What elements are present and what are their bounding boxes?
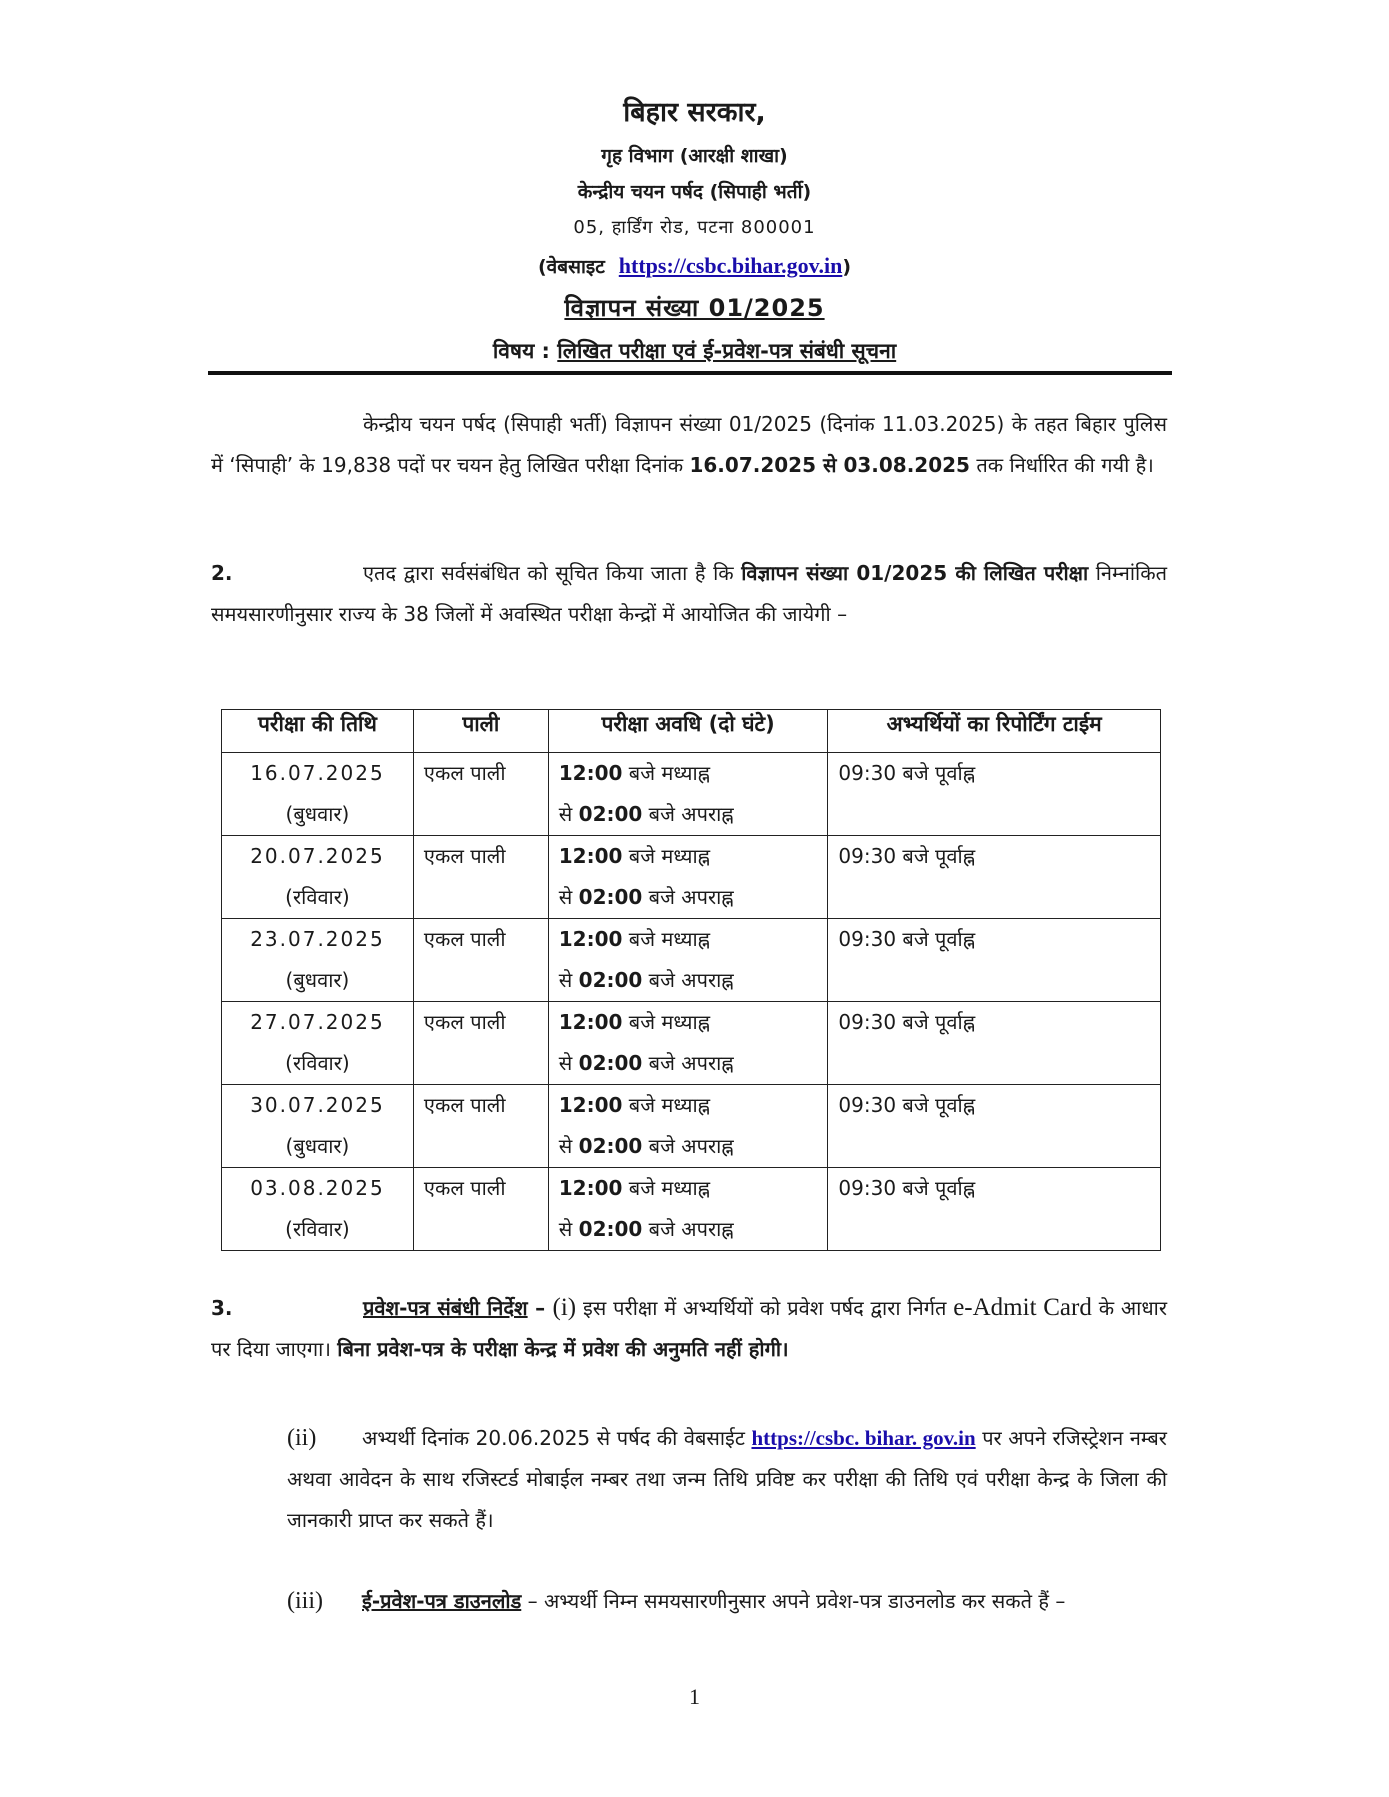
- shift-text: एकल पाली: [423, 1176, 506, 1200]
- para3-roman: (i): [552, 1294, 577, 1321]
- cell-duration: [548, 1168, 828, 1251]
- para1-text-a: केन्द्रीय चयन पर्षद (सिपाही भर्ती) विज्ञापन संख्या 01/2025 (दिनांक 11.03.2025) के तहत बिहार पुलिस में ‘सिपाही’ के 19,838 पदों पर चयन हेतु लिखित परीक्षा दिनांक: [211, 412, 1167, 477]
- end-prefix: से: [558, 968, 579, 992]
- cell-shift: [413, 836, 548, 919]
- start-suffix: बजे मध्याह्न: [622, 761, 711, 785]
- start-time: 12:00: [558, 1176, 623, 1200]
- cell-date: [222, 1002, 414, 1085]
- reporting-time: 09:30 बजे पूर्वाह्न: [838, 1093, 976, 1117]
- sub2-roman: (ii): [287, 1425, 317, 1451]
- exam-date: 23.07.2025: [250, 927, 385, 951]
- para2-bold: विज्ञापन संख्या 01/2025 की लिखित परीक्षा: [741, 561, 1089, 585]
- exam-date: 03.08.2025: [250, 1176, 385, 1200]
- start-suffix: बजे मध्याह्न: [622, 844, 711, 868]
- end-suffix: बजे अपराह्न: [642, 802, 734, 826]
- subject-label: विषय :: [492, 339, 550, 363]
- cell-reporting: [828, 1002, 1161, 1085]
- website-link[interactable]: https://csbc.bihar.gov.in: [618, 253, 843, 278]
- table-row: [222, 836, 1161, 919]
- exam-date: 20.07.2025: [250, 844, 385, 868]
- start-suffix: बजे मध्याह्न: [622, 1010, 711, 1034]
- exam-day: (रविवार): [285, 885, 350, 909]
- paragraph-1: [211, 404, 1167, 486]
- para2-text-a: एतद द्वारा सर्वसंबंधित को सूचित किया जाता है कि: [363, 561, 742, 585]
- para3-eadmit: e-Admit Card: [953, 1294, 1092, 1321]
- exam-day: (बुधवार): [285, 1134, 350, 1158]
- para2-text-b: निम्नांकित समयसारणीनुसार राज्य के 38 जिलों में अवस्थित परीक्षा केन्द्रों में आयोजित की जायेगी –: [211, 561, 1167, 626]
- shift-text: एकल पाली: [423, 927, 506, 951]
- end-time: 02:00: [578, 802, 643, 826]
- cell-duration: [548, 1002, 828, 1085]
- letterhead: [0, 88, 1389, 372]
- reporting-time: 09:30 बजे पूर्वाह्न: [838, 927, 976, 951]
- para2-number: 2.: [211, 561, 233, 585]
- exam-day: (रविवार): [285, 1217, 350, 1241]
- exam-date: 27.07.2025: [250, 1010, 385, 1034]
- end-time: 02:00: [578, 1051, 643, 1075]
- end-suffix: बजे अपराह्न: [642, 1051, 734, 1075]
- cell-reporting: [828, 1168, 1161, 1251]
- exam-day: (बुधवार): [285, 802, 350, 826]
- cell-date: [222, 1168, 414, 1251]
- subject-text: लिखित परीक्षा एवं ई-प्रवेश-पत्र संबंधी सूचना: [557, 339, 897, 363]
- cell-shift: [413, 1168, 548, 1251]
- para3-text-b: के आधार पर दिया जाएगा।: [211, 1296, 1168, 1361]
- cell-date: [222, 836, 414, 919]
- para3-text-a: इस परीक्षा में अभ्यर्थियों को प्रवेश पर्षद द्वारा निर्गत: [576, 1296, 954, 1320]
- website-suffix: ): [842, 256, 851, 278]
- cell-shift: [413, 1085, 548, 1168]
- sub3-roman: (iii): [287, 1588, 323, 1614]
- cell-duration: [548, 919, 828, 1002]
- start-time: 12:00: [558, 844, 623, 868]
- table-row: [222, 1168, 1161, 1251]
- sub2-text-a: अभ्यर्थी दिनांक 20.06.2025 से पर्षद की वेबसाईट: [362, 1426, 752, 1450]
- start-suffix: बजे मध्याह्न: [622, 1176, 711, 1200]
- end-suffix: बजे अपराह्न: [642, 1217, 734, 1241]
- cell-date: [222, 1085, 414, 1168]
- department-name: गृह विभाग (आरक्षी शाखा): [601, 145, 788, 167]
- reporting-time: 09:30 बजे पूर्वाह्न: [838, 761, 976, 785]
- col-header-shift: पाली: [413, 710, 548, 753]
- website-prefix: (वेबसाइट: [538, 256, 605, 278]
- shift-text: एकल पाली: [423, 1093, 506, 1117]
- end-suffix: बजे अपराह्न: [642, 1134, 734, 1158]
- cell-shift: [413, 919, 548, 1002]
- start-suffix: बजे मध्याह्न: [622, 927, 711, 951]
- end-time: 02:00: [578, 968, 643, 992]
- end-prefix: से: [558, 885, 579, 909]
- exam-date: 16.07.2025: [250, 761, 385, 785]
- reporting-time: 09:30 बजे पूर्वाह्न: [838, 844, 976, 868]
- end-time: 02:00: [578, 885, 643, 909]
- govt-name: बिहार सरकार,: [623, 97, 766, 128]
- page-number: 1: [689, 1684, 700, 1709]
- paragraph-3: [211, 1287, 1167, 1370]
- para3-dash: –: [527, 1296, 553, 1320]
- board-name: केन्द्रीय चयन पर्षद (सिपाही भर्ती): [577, 181, 812, 203]
- col-header-date: परीक्षा की तिथि: [222, 710, 414, 753]
- paragraph-2: [211, 553, 1167, 635]
- table-row: [222, 1002, 1161, 1085]
- advertisement-number-text: विज्ञापन संख्या 01/2025: [564, 294, 825, 322]
- office-address: 05, हार्डिंग रोड, पटना 800001: [573, 217, 816, 238]
- para1-text-b: तक निर्धारित की गयी है।: [969, 453, 1154, 477]
- end-time: 02:00: [578, 1134, 643, 1158]
- start-time: 12:00: [558, 927, 623, 951]
- end-prefix: से: [558, 1051, 579, 1075]
- cell-date: [222, 753, 414, 836]
- exam-day: (बुधवार): [285, 968, 350, 992]
- cell-duration: [548, 753, 828, 836]
- sub2-website-link[interactable]: https://csbc. bihar. gov.in: [751, 1426, 976, 1450]
- reporting-time: 09:30 बजे पूर्वाह्न: [838, 1176, 976, 1200]
- cell-reporting: [828, 753, 1161, 836]
- cell-reporting: [828, 1085, 1161, 1168]
- subject-line: [0, 330, 1389, 372]
- para3-bold: बिना प्रवेश-पत्र के परीक्षा केन्द्र में प्रवेश की अनुमति नहीं होगी।: [337, 1337, 789, 1361]
- website-line: [0, 246, 1389, 286]
- para1-exam-dates: 16.07.2025 से 03.08.2025: [689, 453, 970, 477]
- sub2-text-b: पर अपने रजिस्ट्रेशन नम्बर अथवा आवेदन के साथ रजिस्टर्ड मोबाईल नम्बर तथा जन्म तिथि प्रविष्ट कर परीक्षा की तिथि एवं परीक्षा केन्द्र के जिला की जानकारी प्राप्त कर सकते हैं।: [287, 1426, 1167, 1532]
- para3-number: 3.: [211, 1296, 233, 1320]
- header-divider: [208, 371, 1172, 375]
- table-header-row: [222, 710, 1161, 753]
- cell-shift: [413, 753, 548, 836]
- start-time: 12:00: [558, 761, 623, 785]
- sub3-heading: ई-प्रवेश-पत्र डाउनलोड: [362, 1589, 522, 1613]
- end-prefix: से: [558, 802, 579, 826]
- shift-text: एकल पाली: [423, 844, 506, 868]
- cell-shift: [413, 1002, 548, 1085]
- sub-point-2: [287, 1418, 1167, 1541]
- col-header-reporting: अभ्यर्थियों का रिपोर्टिंग टाईम: [828, 710, 1161, 753]
- end-suffix: बजे अपराह्न: [642, 885, 734, 909]
- reporting-time: 09:30 बजे पूर्वाह्न: [838, 1010, 976, 1034]
- end-prefix: से: [558, 1217, 579, 1241]
- start-time: 12:00: [558, 1010, 623, 1034]
- cell-duration: [548, 836, 828, 919]
- cell-duration: [548, 1085, 828, 1168]
- shift-text: एकल पाली: [423, 1010, 506, 1034]
- cell-date: [222, 919, 414, 1002]
- table-row: [222, 919, 1161, 1002]
- start-time: 12:00: [558, 1093, 623, 1117]
- end-suffix: बजे अपराह्न: [642, 968, 734, 992]
- sub3-text: – अभ्यर्थी निम्न समयसारणीनुसार अपने प्रवेश-पत्र डाउनलोड कर सकते हैं –: [521, 1589, 1066, 1613]
- sub-point-3: [287, 1581, 1167, 1622]
- exam-date: 30.07.2025: [250, 1093, 385, 1117]
- col-header-duration: परीक्षा अवधि (दो घंटे): [548, 710, 828, 753]
- end-prefix: से: [558, 1134, 579, 1158]
- advertisement-number: [0, 286, 1389, 330]
- cell-reporting: [828, 919, 1161, 1002]
- exam-day: (रविवार): [285, 1051, 350, 1075]
- end-time: 02:00: [578, 1217, 643, 1241]
- shift-text: एकल पाली: [423, 761, 506, 785]
- cell-reporting: [828, 836, 1161, 919]
- start-suffix: बजे मध्याह्न: [622, 1093, 711, 1117]
- table-row: [222, 1085, 1161, 1168]
- para3-heading: प्रवेश-पत्र संबंधी निर्देश: [363, 1296, 528, 1320]
- table-row: [222, 753, 1161, 836]
- exam-schedule-table: [221, 709, 1161, 1251]
